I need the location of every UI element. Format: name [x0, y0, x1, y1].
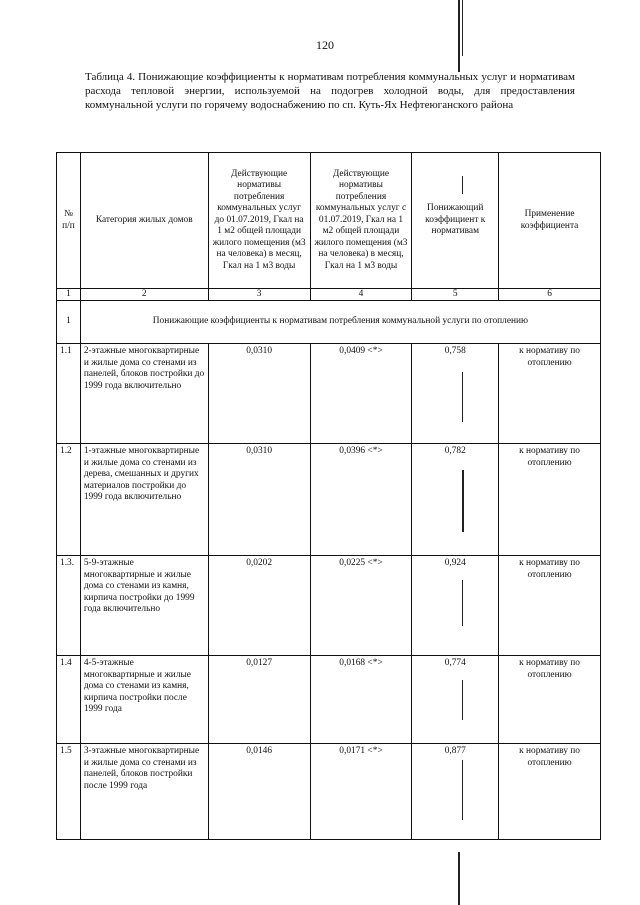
- column-number: 6: [499, 289, 601, 301]
- row-coefficient: 0,877: [412, 744, 499, 840]
- row-norm-before: 0,0310: [208, 344, 310, 444]
- table-row: [57, 556, 601, 656]
- column-number: 1: [57, 289, 81, 301]
- scan-artifact-line: [462, 0, 463, 56]
- row-application: к нормативу по отоплению: [499, 556, 601, 656]
- row-norm-before: 0,0146: [208, 744, 310, 840]
- row-number: 1.1: [57, 344, 81, 444]
- row-norm-before: 0,0310: [208, 444, 310, 556]
- header-application: Применение коэффициента: [499, 153, 601, 289]
- row-number: 1.2: [57, 444, 81, 556]
- row-application: к нормативу по отоплению: [499, 744, 601, 840]
- page-number: 120: [316, 38, 334, 52]
- row-category: 2-этажные многоквартирные и жилые дома со стенами из панелей, блоков постройки до 1999 года включительно: [80, 344, 208, 444]
- table-row: [57, 344, 601, 444]
- row-norm-after: 0,0168 <*>: [310, 656, 412, 744]
- norms-table: [56, 152, 601, 840]
- row-number: 1.3.: [57, 556, 81, 656]
- table-row: [57, 744, 601, 840]
- section-title: Понижающие коэффициенты к нормативам потребления коммунальной услуги по отоплению: [80, 301, 600, 344]
- header-number: № п/п: [57, 153, 81, 289]
- row-number: 1.5: [57, 744, 81, 840]
- row-application: к нормативу по отоплению: [499, 656, 601, 744]
- header-norm-after: Действующие нормативы потребления коммунальных услуг с 01.07.2019, Гкал на 1 м2 общей площади жилого помещения (м3 на человека) в месяц, Гкал на 1 м3 воды: [310, 153, 412, 289]
- row-coefficient: 0,758: [412, 344, 499, 444]
- column-number: 5: [412, 289, 499, 301]
- row-category: 5-9-этажные многоквартирные и жилые дома со стенами из камня, кирпича постройки до 1999 года включительно: [80, 556, 208, 656]
- row-norm-before: 0,0127: [208, 656, 310, 744]
- row-coefficient: 0,924: [412, 556, 499, 656]
- section-number: 1: [57, 301, 81, 344]
- row-category: 1-этажные многоквартирные и жилые дома со стенами из дерева, смешанных и других материалов постройки до 1999 года включительно: [80, 444, 208, 556]
- header-coefficient: Понижающий коэффициент к нормативам: [412, 153, 499, 289]
- header-norm-before: Действующие нормативы потребления коммунальных услуг до 01.07.2019, Гкал на 1 м2 общей площади жилого помещения (м3 на человека) в месяц, Гкал на 1 м3 воды: [208, 153, 310, 289]
- row-category: 4-5-этажные многоквартирные и жилые дома со стенами из камня, кирпича постройки после 1999 года: [80, 656, 208, 744]
- row-category: 3-этажные многоквартирные и жилые дома со стенами из панелей, блоков постройки после 1999 года: [80, 744, 208, 840]
- column-number-row: [57, 289, 601, 301]
- row-norm-after: 0,0396 <*>: [310, 444, 412, 556]
- header-category: Категория жилых домов: [80, 153, 208, 289]
- row-application: к нормативу по отоплению: [499, 344, 601, 444]
- section-row: [57, 301, 601, 344]
- row-coefficient: 0,782: [412, 444, 499, 556]
- table-row: [57, 444, 601, 556]
- column-number: 4: [310, 289, 412, 301]
- table-header-row: [57, 153, 601, 289]
- row-number: 1.4: [57, 656, 81, 744]
- column-number: 2: [80, 289, 208, 301]
- row-norm-after: 0,0225 <*>: [310, 556, 412, 656]
- row-norm-after: 0,0409 <*>: [310, 344, 412, 444]
- scan-artifact-line: [458, 0, 460, 72]
- table-caption: Таблица 4. Понижающие коэффициенты к нормативам потребления коммунальных услуг и нормативам расхода тепловой энергии, используемой на подогрев холодной воды, для предоставления коммунальной услуги по горячему водоснабжению по сп. Куть-Ях Нефтеюганского района: [85, 71, 575, 111]
- row-application: к нормативу по отоплению: [499, 444, 601, 556]
- row-norm-before: 0,0202: [208, 556, 310, 656]
- table-row: [57, 656, 601, 744]
- row-norm-after: 0,0171 <*>: [310, 744, 412, 840]
- row-coefficient: 0,774: [412, 656, 499, 744]
- scan-artifact-line: [458, 852, 460, 905]
- column-number: 3: [208, 289, 310, 301]
